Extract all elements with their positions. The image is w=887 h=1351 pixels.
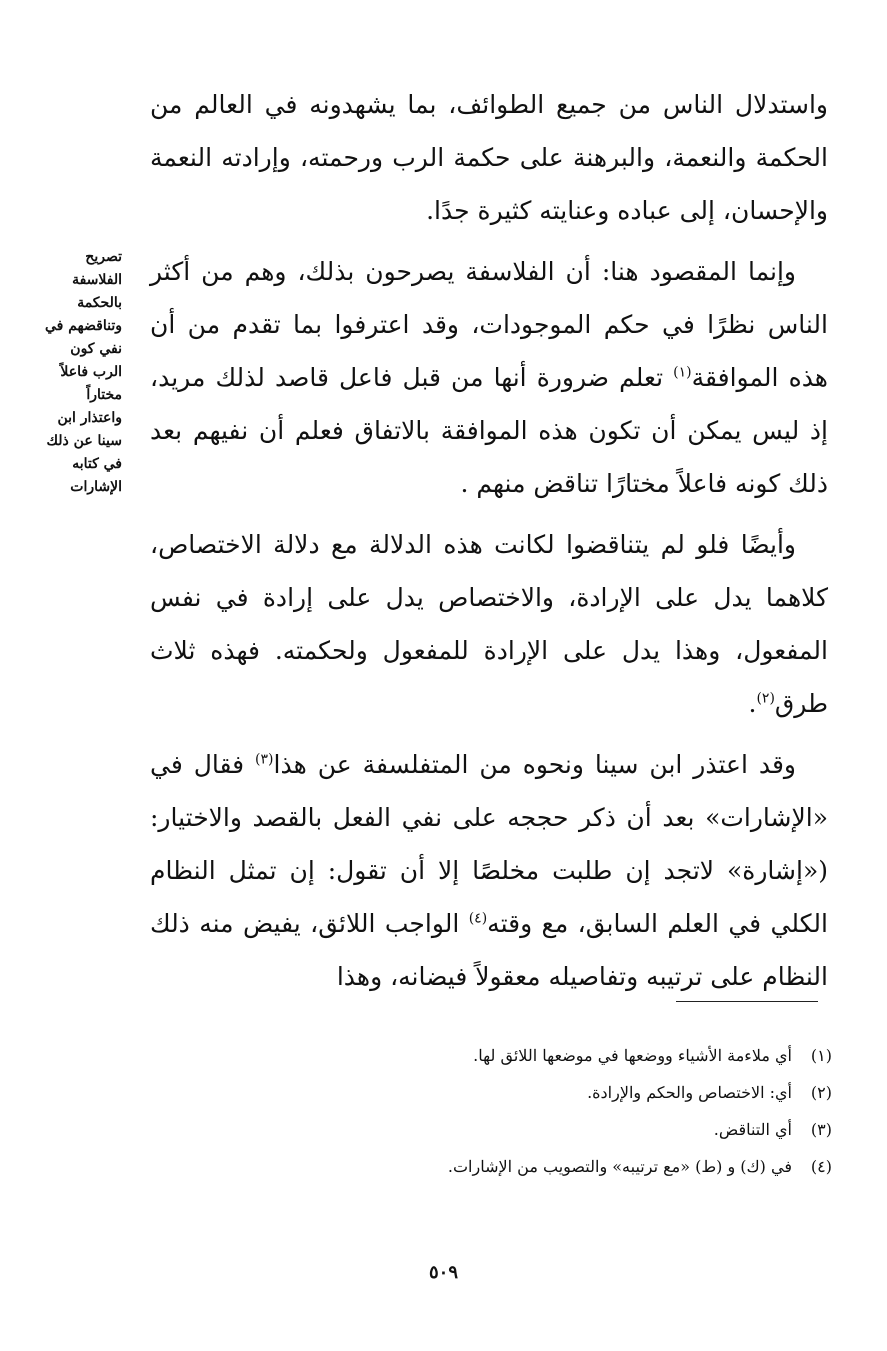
footnote-number: (١) [810,1046,832,1065]
margin-note-line: سينا عن ذلك [46,433,122,449]
margin-note-line: نفي كون [70,341,122,357]
footnote-1 [300,1037,832,1074]
paragraph-4-text-c: الواجب اللائق، يفيض منه ذلك النظام على ترتيبه وتفاصيله معقولاً فيضانه، وهذا [150,909,828,991]
paragraph-1: واستدلال الناس من جميع الطوائف، بما يشهدونه في العالم من الحكمة والنعمة، والبرهنة على حكمة الرب ورحمته، وإرادته النعمة والإحسان، إلى عباده وعنايته كثيرة جدًا. [150,90,828,225]
page-number: ٥٠٩ [428,1262,458,1283]
paragraph-3-text-b: . [748,689,757,718]
footnote-divider [676,1001,818,1002]
paragraph-3-text-a: وأيضًا فلو لم يتناقضوا لكانت هذه الدلالة مع دلالة الاختصاص، كلاهما يدل على الإرادة، والاختصاص يدل على إرادة في نفس المفعول، وهذا يدل على الإرادة للمفعول ولحكمته. فهذه ثلاث طرق [150,530,828,718]
main-text-body [150,78,828,1011]
footnote-number: (٣) [810,1120,832,1139]
footnote-text: أي التناقض. [713,1120,792,1139]
paragraph-4 [150,738,828,1003]
footnote-ref-1: (١) [673,364,692,381]
footnote-number: (٢) [810,1083,832,1102]
footnote-text: في (ك) و (ط) «مع ترتيبه» والتصويب من الإشارات. [447,1157,792,1176]
margin-note-line: تصريح [85,249,122,265]
margin-note [22,246,122,499]
margin-note-line: في كتابه [72,456,122,472]
footnote-3 [300,1111,832,1148]
footnote-2 [300,1074,832,1111]
footnote-4 [300,1148,832,1185]
paragraph-2 [150,245,828,510]
margin-note-line: وتناقضهم في [45,318,122,334]
margin-note-line: مختاراً [86,387,122,403]
paragraph-4-text-b: فقال في «الإشارات» بعد أن ذكر حججه على نفي الفعل بالقصد والاختيار: («إشارة» لاتجد إن طلبت مخلصًا إلا أن تقول: إن تمثل النظام الكلي في العلم السابق، مع وقته [150,750,828,938]
footnote-text: أي ملاءمة الأشياء ووضعها في موضعها اللائق لها. [473,1046,792,1065]
margin-note-line: الفلاسفة [72,272,122,288]
footnote-ref-2: (٢) [756,690,775,707]
paragraph-4-text-a: وقد اعتذر ابن سينا ونحوه من المتفلسفة عن هذا [273,750,796,779]
margin-note-line: الإشارات [70,479,122,495]
margin-note-line: الرب فاعلاً [60,364,122,380]
paragraph-2-text-a: وإنما المقصود هنا: أن الفلاسفة يصرحون بذلك، وهم من أكثر الناس نظرًا في حكم الموجودات، وقد اعترفوا بما تقدم من أن هذه الموافقة [150,257,828,392]
paragraph-2-text-b: تعلم ضرورة أنها من قبل فاعل قاصد لذلك مريد، إذ ليس يمكن أن تكون هذه الموافقة بالاتفاق فعلم أن نفيهم بعد ذلك كونه فاعلاً مختارًا تناقض منهم . [150,363,828,498]
footnote-text: أي: الاختصاص والحكم والإرادة. [587,1083,792,1102]
paragraph-3 [150,518,828,730]
footnote-ref-3: (٣) [255,751,274,768]
margin-note-line: بالحكمة [77,295,122,311]
footnotes [300,1037,832,1185]
margin-note-line: واعتذار ابن [57,410,122,426]
footnote-number: (٤) [810,1157,832,1176]
footnote-ref-4: (٤) [468,910,488,927]
